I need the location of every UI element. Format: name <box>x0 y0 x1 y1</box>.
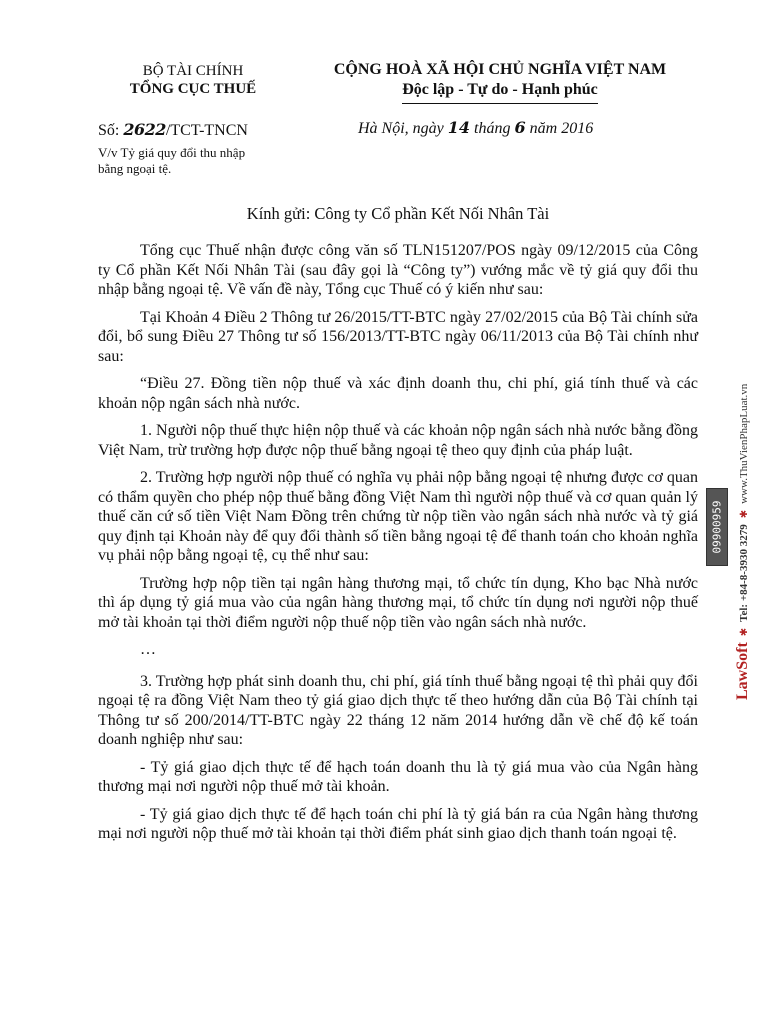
doc-no-suffix: /TCT-TNCN <box>165 122 248 139</box>
star-icon: ✱ <box>739 509 750 519</box>
paragraph-intro: Tổng cục Thuế nhận được công văn số TLN151207/POS ngày 09/12/2015 của Công ty Cổ phần Kết Nối Nhân Tài (sau đây gọi là “Công ty”) vướng mắc về tỷ giá quy đổi thu nhập bằng ngoại tệ. Về vấn đề này, Tổng cục Thuế có ý kiến như sau: <box>98 242 698 298</box>
date-day: 14 <box>447 118 471 137</box>
paragraph-clause-1: 1. Người nộp thuế thực hiện nộp thuế và các khoản nộp ngân sách nhà nước bằng đồng Việt Nam, trừ trường hợp được nộp thuế bằng ngoại tệ theo quy định của pháp luật. <box>98 422 698 459</box>
issuing-agency <box>98 62 288 98</box>
paragraph-clause-2-detail: Trường hợp nộp tiền tại ngân hàng thương mại, tổ chức tín dụng, Kho bạc Nhà nước thì áp dụng tỷ giá mua vào của ngân hàng thương mại, tổ chức tín dụng nơi người nộp thuế mở tài khoản tại thời điểm người nộp thuế nộp tiền vào ngân sách nhà nước. <box>98 574 698 631</box>
agency-department: TỔNG CỤC THUẾ <box>129 81 257 97</box>
doc-no-prefix: Số: <box>98 122 124 139</box>
paragraph-revenue-rate: - Tỷ giá giao dịch thực tế để hạch toán doanh thu là tỷ giá mua vào của Ngân hàng thương mại nơi người nộp thuế mở tài khoản. <box>98 758 698 795</box>
nation-motto-line: Độc lập - Tự do - Hạnh phúc <box>402 80 598 104</box>
recipient-greeting: Kính gửi: Công ty Cổ phần Kết Nối Nhân Tài <box>246 204 550 223</box>
paragraph-expense-rate: - Tỷ giá giao dịch thực tế để hạch toán chi phí là tỷ giá bán ra của Ngân hàng thương mại nơi người nộp thuế mở tài khoản tại thời điểm phát sinh giao dịch thanh toán ngoại tệ. <box>98 805 698 842</box>
paragraph-legal-basis: Tại Khoản 4 Điều 2 Thông tư 26/2015/TT-BTC ngày 27/02/2015 của Bộ Tài chính sửa đổi, bổ sung Điều 27 Thông tư số 156/2013/TT-BTC ngày 06/11/2013 của Bộ Tài chính như sau: <box>98 308 698 365</box>
watermark-tel: Tel: +84-8-3930 3279 <box>738 524 750 622</box>
stamp-code: 09900959 <box>710 500 724 554</box>
watermark-brand: LawSoft <box>734 642 751 700</box>
star-icon: ✱ <box>739 627 750 637</box>
paragraph-article-27: “Điều 27. Đồng tiền nộp thuế và xác định doanh thu, chi phí, giá tính thuế và các khoản nộp ngân sách nhà nước. <box>98 375 698 412</box>
lawsoft-watermark <box>734 384 752 700</box>
paragraph-clause-2: 2. Trường hợp người nộp thuế có nghĩa vụ phải nộp bằng ngoại tệ nhưng được cơ quan có thẩm quyền cho phép nộp thuế bằng đồng Việt Nam thì người nộp thuế và cơ quan quản lý thuế căn cứ số tiền Việt Nam Đồng trên chứng từ nộp tiền vào ngân sách nhà nước và tỷ giá quy định tại Khoản này để quy đổi thành số tiền bằng ngoại tệ để thanh toán cho khoản nghĩa vụ phải nộp bằng ngoại tệ, cụ thể như sau: <box>98 469 698 564</box>
date-month-label: tháng <box>470 120 515 137</box>
doc-no-handwritten: 2622 <box>123 120 166 139</box>
document-subject <box>98 145 338 177</box>
date-prefix: Hà Nội, ngày <box>358 120 448 137</box>
national-motto <box>300 60 700 104</box>
document-number <box>98 120 248 140</box>
agency-ministry: BỘ TÀI CHÍNH <box>142 63 244 79</box>
date-line <box>358 118 593 138</box>
paragraph-ellipsis: … <box>140 641 158 658</box>
stamp-code-box <box>706 488 728 566</box>
nation-name: CỘNG HOÀ XÃ HỘI CHỦ NGHĨA VIỆT NAM <box>333 61 667 78</box>
watermark-site: www.ThuVienPhapLuat.vn <box>738 383 750 504</box>
paragraph-clause-3: 3. Trường hợp phát sinh doanh thu, chi phí, giá tính thuế bằng ngoại tệ thì phải quy đổi ngoại tệ ra đồng Việt Nam theo tỷ giá giao dịch thực tế theo hướng dẫn của Bộ Tài chính tại Thông tư số 200/2014/TT-BTC ngày 22 tháng 12 năm 2014 hướng dẫn về chế độ kế toán doanh nghiệp như sau: <box>98 672 698 748</box>
letter-body <box>98 241 698 852</box>
date-month: 6 <box>514 118 526 137</box>
date-year: năm 2016 <box>525 120 594 137</box>
subject-line-1: V/v Tỷ giá quy đổi thu nhập <box>98 145 246 160</box>
subject-line-2: bằng ngoại tệ. <box>98 161 172 176</box>
